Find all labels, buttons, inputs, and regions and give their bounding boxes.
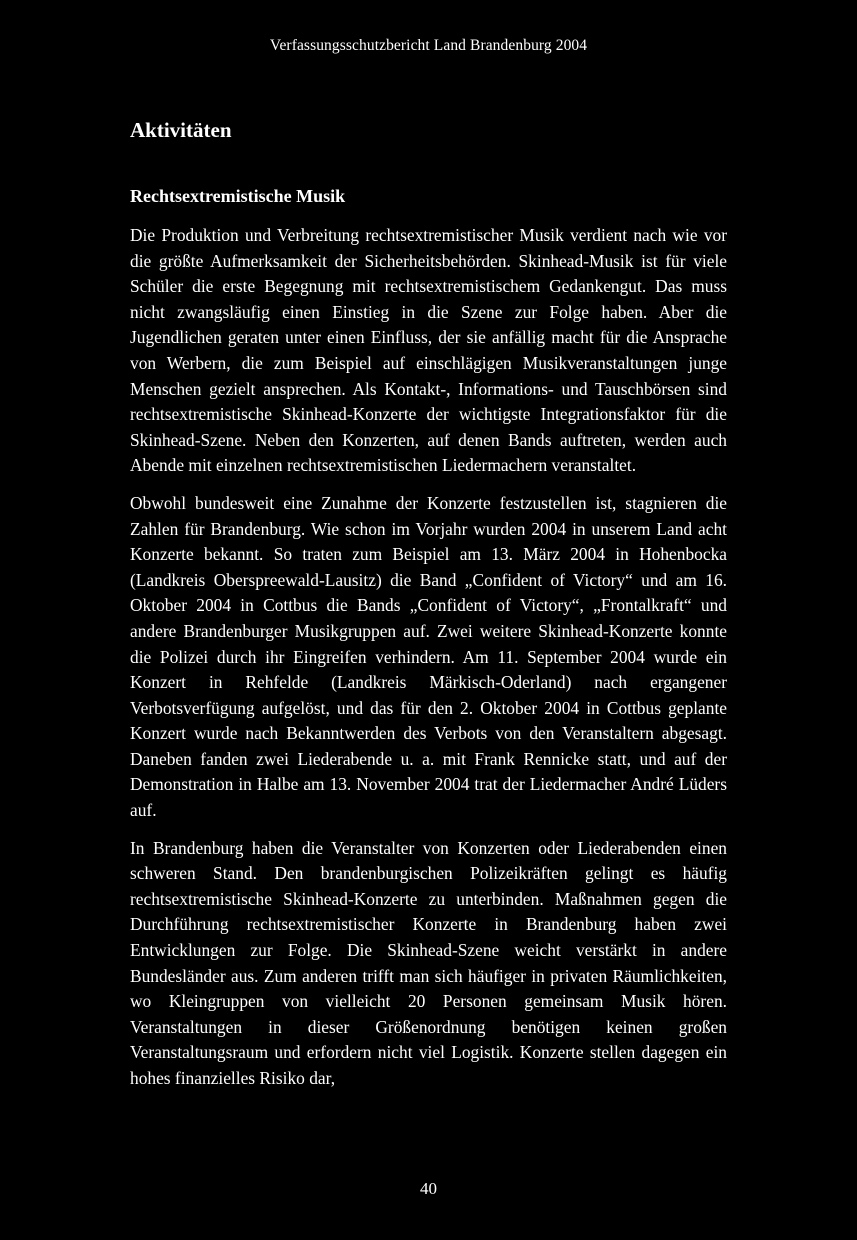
subsection-title: Rechtsextremistische Musik	[130, 186, 346, 206]
running-header: Verfassungsschutzbericht Land Brandenburg 2004	[269, 37, 588, 54]
page-content	[130, 115, 727, 1092]
section-title: Aktivitäten	[130, 118, 232, 142]
page-number: 40	[420, 1179, 437, 1198]
paragraph: Obwohl bundesweit eine Zunahme der Konzerte festzustellen ist, stagnieren die Zahlen für Brandenburg. Wie schon im Vorjahr wurden 2004 in unserem Land acht Konzerte bekannt. So traten zum Beispiel am 13. März 2004 in Hohenbocka (Landkreis Oberspreewald-Lausitz) die Band „Confident of Victory“ und am 16. Oktober 2004 in Cottbus die Bands „Confident of Victory“, „Frontalkraft“ und andere Brandenburger Musikgruppen auf. Zwei weitere Skinhead-Konzerte konnte die Polizei durch ihr Eingreifen verhindern. Am 11. September 2004 wurde ein Konzert in Rehfelde (Landkreis Märkisch-Oderland) nach ergangener Verbotsverfügung aufgelöst, und das für den 2. Oktober 2004 in Cottbus geplante Konzert wurde nach Bekanntwerden des Verbots von den Veranstaltern abgesagt. Daneben fanden zwei Liederabende u. a. mit Frank Rennicke statt, und auf der Demonstration in Halbe am 13. November 2004 trat der Liedermacher André Lüders auf.	[130, 492, 727, 821]
paragraph: Die Produktion und Verbreitung rechtsextremistischer Musik verdient nach wie vor die größte Aufmerksamkeit der Sicherheitsbehörden. Skinhead-Musik ist für viele Schüler die erste Begegnung mit rechtsextremistischem Gedankengut. Das muss nicht zwangsläufig einen Einstieg in die Szene zur Folge haben. Aber die Jugendlichen geraten unter einen Einfluss, der sie anfällig macht für die Ansprache von Werbern, die zum Beispiel auf einschlägigen Musikveranstaltungen junge Menschen gezielt ansprechen. Als Kontakt-, Informations- und Tauschbörsen sind rechtsextremistische Skinhead-Konzerte der wichtigste Integrationsfaktor für die Skinhead-Szene. Neben den Konzerten, auf denen Bands auftreten, werden auch Abende mit einzelnen rechtsextremistischen Liedermachern veranstaltet.	[130, 225, 727, 476]
paragraph: In Brandenburg haben die Veranstalter von Konzerten oder Liederabenden einen schweren Stand. Den brandenburgischen Polizeikräften gelingt es häufig rechtsextremistische Skinhead-Konzerte zu unterbinden. Maßnahmen gegen die Durchführung rechtsextremistischer Konzerte in Brandenburg haben zwei Entwicklungen zur Folge. Die Skinhead-Szene weicht verstärkt in andere Bundesländer aus. Zum anderen trifft man sich häufiger in privaten Räumlichkeiten, wo Kleingruppen von vielleicht 20 Personen gemeinsam Musik hören. Veranstaltungen in dieser Größenordnung benötigen keinen großen Veranstaltungsraum und erfordern nicht viel Logistik. Konzerte stellen dagegen ein hohes finanzielles Risiko dar,	[130, 837, 727, 1088]
